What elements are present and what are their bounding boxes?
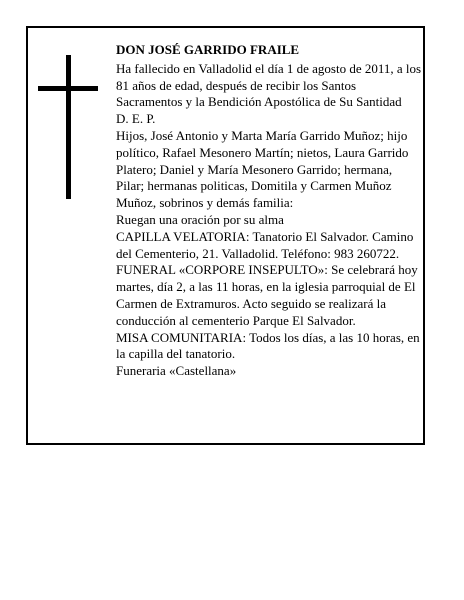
deceased-name: DON JOSÉ GARRIDO FRAILE bbox=[116, 42, 300, 57]
latin-cross-icon bbox=[38, 55, 98, 199]
cross-vertical-bar bbox=[66, 55, 71, 199]
family-members: Hijos, José Antonio y Marta María Garrido Muñoz; hijo político, Rafael Mesonero Martín; nietos, Laura Garrido Platero; Daniel y María Mesonero Garrido; hermana, Pilar; hermanas politicas, Domitila y Carmen Muñoz Muñoz, sobrinos y demás familia: bbox=[116, 127, 409, 211]
obituary-notice bbox=[26, 26, 425, 445]
community-mass-info: MISA COMUNITARIA: Todos los días, a las 10 horas, en la capilla del tanatorio. bbox=[116, 329, 420, 362]
prayer-request: Ruegan una oración por su alma bbox=[116, 211, 284, 227]
wake-chapel-info: CAPILLA VELATORIA: Tanatorio El Salvador. Camino del Cementerio, 21. Valladolid. Teléfono: 983 260722. bbox=[116, 228, 414, 261]
cross-horizontal-bar bbox=[38, 86, 98, 91]
notice-body bbox=[116, 42, 423, 380]
funeral-home: Funeraria «Castellana» bbox=[116, 363, 237, 379]
death-announcement: Ha fallecido en Valladolid el día 1 de agosto de 2011, a los 81 años de edad, después de recibir los Santos Sacramentos y la Bendición Apostólica de Su Santidad bbox=[116, 60, 422, 110]
rip-abbreviation: D. E. P. bbox=[116, 111, 156, 127]
funeral-info: FUNERAL «CORPORE INSEPULTO»: Se celebrará hoy martes, día 2, a las 11 horas, en la iglesia parroquial de El Carmen de Extramuros. Acto seguido se realizará la conducción al cementerio Parque El Salvador. bbox=[116, 262, 418, 328]
